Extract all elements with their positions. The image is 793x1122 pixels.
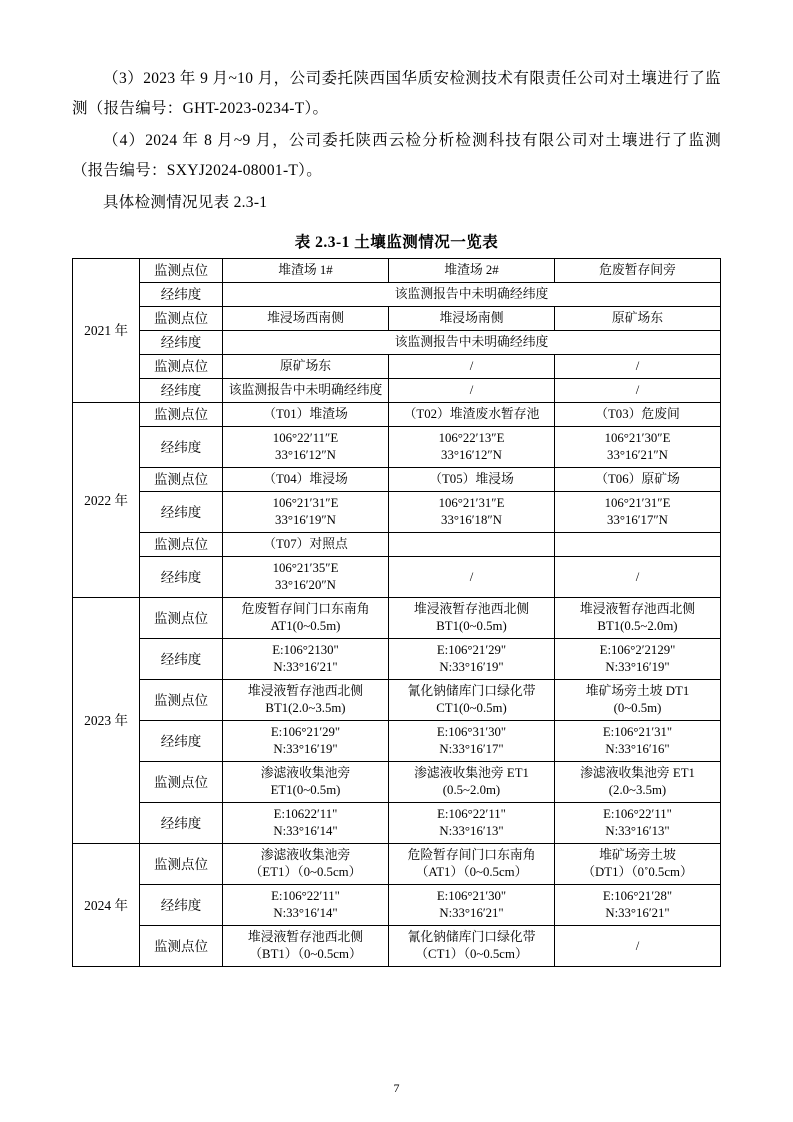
cell-value: 106°21′30″E 33°16′21″N [555, 427, 721, 468]
cell-value: 106°22′11″E 33°16′12″N [223, 427, 389, 468]
cell-value: 106°21′31″E 33°16′19″N [223, 492, 389, 533]
cell-value: 堆渣场 2# [389, 259, 555, 283]
cell-value: 106°21′31″E 33°16′17″N [555, 492, 721, 533]
row-label: 经纬度 [140, 885, 223, 926]
page-number: 7 [393, 1081, 400, 1095]
cell-value: / [389, 355, 555, 379]
cell-value: E:106°2′2129" N:33°16′19" [555, 639, 721, 680]
row-label: 经纬度 [140, 331, 223, 355]
cell-value-merged: 该监测报告中未明确经纬度 [223, 283, 721, 307]
cell-value: （T01）堆渣场 [223, 403, 389, 427]
cell-value: 危废暂存间旁 [555, 259, 721, 283]
year-cell-2022: 2022 年 [73, 403, 140, 598]
cell-value: / [389, 379, 555, 403]
cell-value: E:106°2130" N:33°16′21" [223, 639, 389, 680]
cell-value: 106°21′35″E 33°16′20″N [223, 557, 389, 598]
row-label: 监测点位 [140, 680, 223, 721]
row-label: 监测点位 [140, 403, 223, 427]
cell-value: E:106°31′30" N:33°16′17" [389, 721, 555, 762]
row-label: 监测点位 [140, 259, 223, 283]
table-row [73, 533, 721, 557]
cell-value [389, 533, 555, 557]
table-row [73, 721, 721, 762]
row-label: 经纬度 [140, 639, 223, 680]
cell-value: / [389, 557, 555, 598]
table-row [73, 885, 721, 926]
row-label: 监测点位 [140, 762, 223, 803]
cell-value: 危废暂存间门口东南角 AT1(0~0.5m) [223, 598, 389, 639]
cell-value: E:106°21′29" N:33°16′19" [223, 721, 389, 762]
cell-value: 堆渣场 1# [223, 259, 389, 283]
cell-value: （T02）堆渣废水暂存池 [389, 403, 555, 427]
cell-value: E:10622′11" N:33°16′14" [223, 803, 389, 844]
row-label: 监测点位 [140, 926, 223, 967]
row-label: 经纬度 [140, 379, 223, 403]
table-row [73, 639, 721, 680]
year-cell-2024: 2024 年 [73, 844, 140, 967]
cell-value [555, 533, 721, 557]
cell-value: （T05）堆浸场 [389, 468, 555, 492]
cell-value: E:106°22′11" N:33°16′13" [555, 803, 721, 844]
table-row [73, 844, 721, 885]
row-label: 经纬度 [140, 721, 223, 762]
row-label: 监测点位 [140, 355, 223, 379]
table-row [73, 492, 721, 533]
table-caption: 表 2.3-1 土壤监测情况一览表 [294, 234, 499, 251]
row-label: 经纬度 [140, 427, 223, 468]
table-row [73, 355, 721, 379]
cell-value: E:106°21′29" N:33°16′19" [389, 639, 555, 680]
cell-value: E:106°22′11" N:33°16′14" [223, 885, 389, 926]
cell-value: / [555, 379, 721, 403]
cell-value: 堆浸场西南侧 [223, 307, 389, 331]
row-label: 经纬度 [140, 492, 223, 533]
row-label: 监测点位 [140, 598, 223, 639]
cell-value: E:106°21′31" N:33°16′16" [555, 721, 721, 762]
cell-value: 106°22′13″E 33°16′12″N [389, 427, 555, 468]
cell-value: 堆浸场南侧 [389, 307, 555, 331]
cell-value: 堆浸液暂存池西北侧 BT1(0~0.5m) [389, 598, 555, 639]
row-label: 监测点位 [140, 468, 223, 492]
cell-value: / [555, 557, 721, 598]
table-row [73, 307, 721, 331]
cell-value: （T03）危废间 [555, 403, 721, 427]
cell-value: E:106°22′11" N:33°16′13" [389, 803, 555, 844]
cell-value: 原矿场东 [555, 307, 721, 331]
table-row [73, 259, 721, 283]
year-cell-2023: 2023 年 [73, 598, 140, 844]
table-row [73, 762, 721, 803]
cell-value: / [555, 926, 721, 967]
table-row [73, 926, 721, 967]
row-label: 经纬度 [140, 283, 223, 307]
cell-value: （T04）堆浸场 [223, 468, 389, 492]
table-row [73, 468, 721, 492]
cell-value: 原矿场东 [223, 355, 389, 379]
cell-value: 堆矿场旁土坡 （DT1）（0˚0.5cm） [555, 844, 721, 885]
row-label: 监测点位 [140, 533, 223, 557]
cell-value: / [555, 355, 721, 379]
paragraph-detail-note: 具体检测情况见表 2.3-1 [103, 194, 268, 211]
table-row [73, 283, 721, 307]
cell-value: 堆矿场旁土坡 DT1 (0~0.5m) [555, 680, 721, 721]
cell-value: 渗滤液收集池旁 （ET1）（0~0.5cm） [223, 844, 389, 885]
cell-value: 渗滤液收集池旁 ET1 (2.0~3.5m) [555, 762, 721, 803]
cell-value: 危险暂存间门口东南角 （AT1）（0~0.5cm） [389, 844, 555, 885]
cell-value: E:106°21′28" N:33°16′21" [555, 885, 721, 926]
row-label: 监测点位 [140, 307, 223, 331]
row-label: 监测点位 [140, 844, 223, 885]
table-row [73, 598, 721, 639]
row-label: 经纬度 [140, 557, 223, 598]
cell-value-merged: 该监测报告中未明确经纬度 [223, 331, 721, 355]
table-row [73, 331, 721, 355]
cell-value: 氰化钠储库门口绿化带 （CT1）（0~0.5cm） [389, 926, 555, 967]
cell-value: 106°21′31″E 33°16′18″N [389, 492, 555, 533]
paragraph-4: （4）2024 年 8 月~9 月，公司委托陕西云检分析检测科技有限公司对土壤进行了监测（报告编号：SXYJ2024-08001-T）。 [72, 132, 721, 179]
cell-value: 堆浸液暂存池西北侧 BT1(0.5~2.0m) [555, 598, 721, 639]
cell-value: E:106°21′30" N:33°16′21" [389, 885, 555, 926]
cell-value: 渗滤液收集池旁 ET1(0~0.5m) [223, 762, 389, 803]
table-row [73, 403, 721, 427]
cell-value: 该监测报告中未明确经纬度 [223, 379, 389, 403]
table-row [73, 557, 721, 598]
cell-value: 氰化钠储库门口绿化带 CT1(0~0.5m) [389, 680, 555, 721]
table-row [73, 803, 721, 844]
paragraph-3: （3）2023 年 9 月~10 月，公司委托陕西国华质安检测技术有限责任公司对土壤进行了监测（报告编号：GHT-2023-0234-T）。 [72, 70, 721, 117]
table-row [73, 680, 721, 721]
cell-value: （T06）原矿场 [555, 468, 721, 492]
row-label: 经纬度 [140, 803, 223, 844]
cell-value: 堆浸液暂存池西北侧 （BT1）（0~0.5cm） [223, 926, 389, 967]
cell-value: 渗滤液收集池旁 ET1 (0.5~2.0m) [389, 762, 555, 803]
year-cell-2021: 2021 年 [73, 259, 140, 403]
cell-value: 堆浸液暂存池西北侧 BT1(2.0~3.5m) [223, 680, 389, 721]
table-row [73, 379, 721, 403]
cell-value: （T07）对照点 [223, 533, 389, 557]
table-row [73, 427, 721, 468]
soil-monitoring-table [72, 258, 721, 967]
